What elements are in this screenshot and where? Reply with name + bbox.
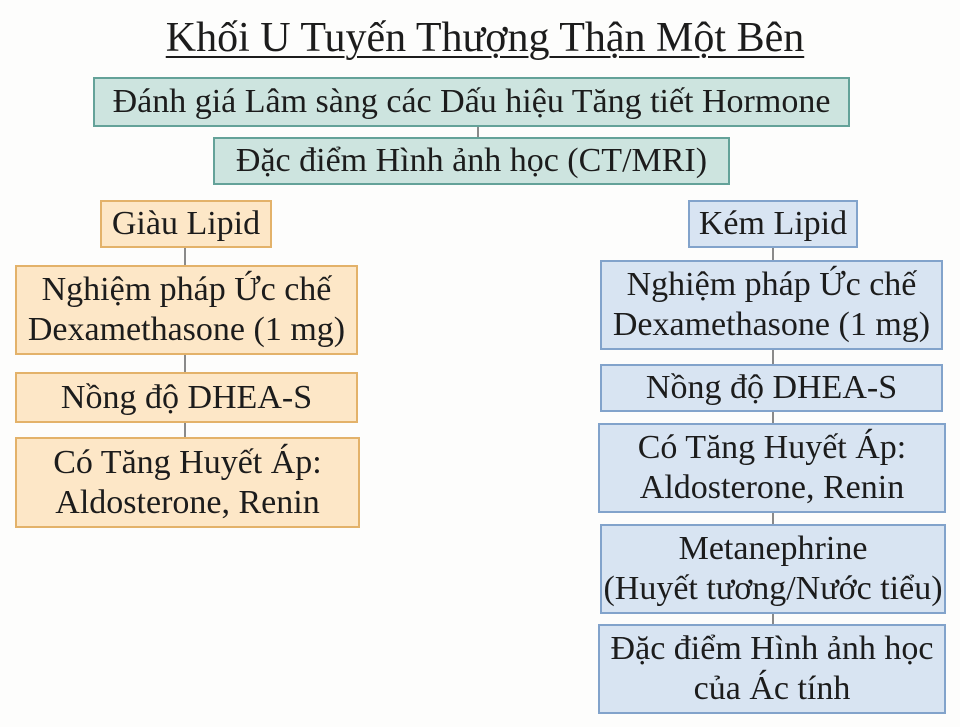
box-text-line: Dexamethasone (1 mg) [27, 311, 346, 348]
imaging-features-text: Đặc điểm Hình ảnh học (CT/MRI) [235, 142, 708, 179]
box-text-line: Đặc điểm Hình ảnh học [610, 630, 934, 667]
lipid-rich-label-box [100, 200, 272, 248]
connector-line [184, 423, 186, 437]
lipid-poor-label-box [688, 200, 858, 248]
diagram-title: Khối U Tuyến Thượng Thận Một Bên [165, 15, 805, 61]
left-hypertension-box [15, 437, 360, 528]
connector-line [477, 127, 479, 137]
left-dhea-s-box [15, 372, 358, 423]
box-text-line: Nồng độ DHEA-S [645, 369, 898, 406]
box-text-line: Có Tăng Huyết Áp: [53, 443, 322, 481]
connector-line [184, 248, 186, 265]
connector-line [772, 614, 774, 624]
box-text-line: Metanephrine [678, 530, 868, 567]
box-text-line: Aldosterone, Renin [55, 483, 320, 521]
box-text-line: Nghiệm pháp Ức chế [41, 271, 332, 308]
box-text-line: của Ác tính [693, 670, 851, 707]
connector-line [184, 355, 186, 372]
connector-line [772, 248, 774, 260]
lipid-rich-label: Giàu Lipid [111, 205, 261, 242]
right-hypertension-box [598, 423, 946, 513]
clinical-evaluation-box [93, 77, 850, 127]
right-malignant-imaging-box [598, 624, 946, 714]
box-text-line: Dexamethasone (1 mg) [612, 306, 931, 343]
right-metanephrine-box [600, 524, 946, 614]
connector-line [772, 350, 774, 364]
box-text-line: (Huyết tương/Nước tiểu) [603, 570, 943, 607]
box-text-line: Có Tăng Huyết Áp: [637, 429, 907, 466]
right-dexamethasone-test-box [600, 260, 943, 350]
box-text-line: Nồng độ DHEA-S [60, 378, 313, 416]
lipid-poor-label: Kém Lipid [698, 205, 848, 242]
connector-line [772, 412, 774, 423]
clinical-evaluation-text: Đánh giá Lâm sàng các Dấu hiệu Tăng tiết Hormone [112, 83, 831, 120]
connector-line [772, 513, 774, 524]
box-text-line: Aldosterone, Renin [639, 469, 905, 506]
box-text-line: Nghiệm pháp Ức chế [626, 266, 917, 303]
left-dexamethasone-test-box [15, 265, 358, 355]
imaging-features-box [213, 137, 730, 185]
right-dhea-s-box [600, 364, 943, 412]
